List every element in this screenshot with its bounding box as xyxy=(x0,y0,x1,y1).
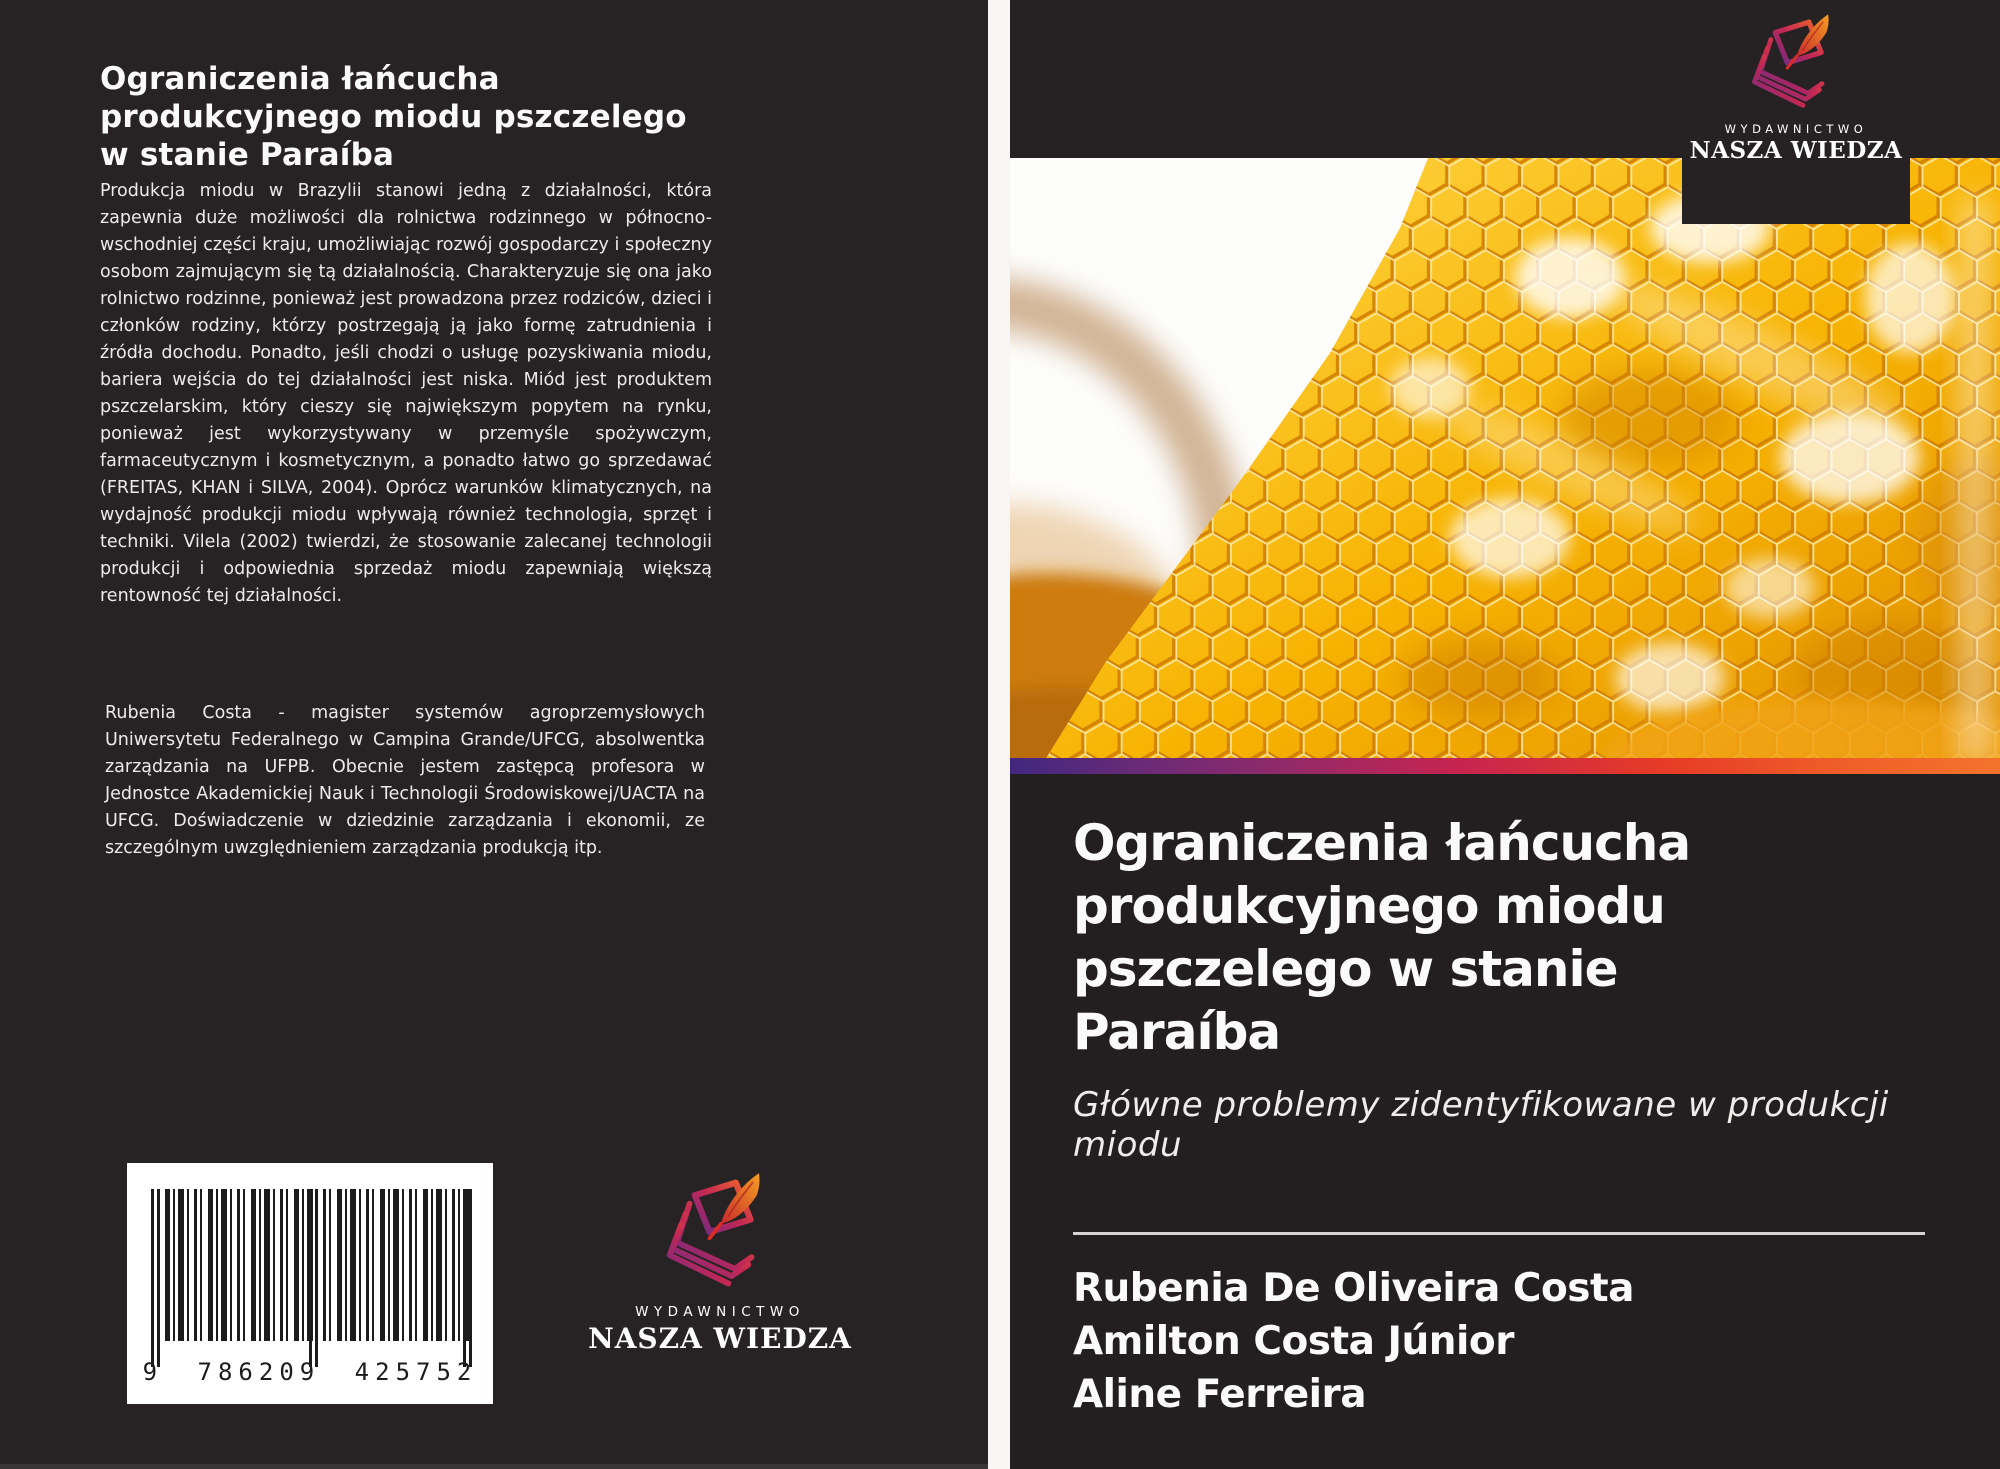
honeycomb-photo xyxy=(1010,158,2000,762)
back-cover xyxy=(0,0,988,1469)
author-name-2: Amilton Costa Júnior xyxy=(1073,1319,1514,1364)
barcode-guard-middle xyxy=(309,1189,312,1367)
publisher-name-top: WYDAWNICTWO xyxy=(1724,122,1868,136)
page-bottom-edge xyxy=(0,1464,988,1469)
barcode-guard-right2 xyxy=(469,1189,472,1367)
author-name-1: Rubenia De Oliveira Costa xyxy=(1073,1266,1634,1311)
author-bio-text: Rubenia Costa - magister systemów agroprzemysłowych Uniwersytetu Federalnego w Campina Grande/UFCG, absolwentka zarządzania na UFPB. Obecnie jestem zastępcą profesora w Jednostce Akademickiej Nauk i Technologii Środowiskowej/UACTA na UFCG. Doświadczenie w dziedzinie zarządzania i ekonomii, ze szczególnym uwzględnieniem zarządzania produkcją itp. xyxy=(105,703,705,858)
synopsis-text: Produkcja miodu w Brazylii stanowi jedną z działalności, która zapewnia duże możliwości dla rolnictwa rodzinnego w północno-wschodniej części kraju, umożliwiając rozwój gospodarczy i społeczny osobom zajmującym się tą działalnością. Charakteryzuje się ona jako rolnictwo rodzinne, ponieważ jest prowadzona przez rodziców, dzieci i członków rodziny, którzy postrzegają ją jako formę zatrudnienia i źródła dochodu. Ponadto, jeśli chodzi o usługę pozyskiwania miodu, bariera wejścia do tej działalności jest niska. Miód jest produktem pszczelarskim, który cieszy się największym popytem na rynku, ponieważ jest wykorzystywany w przemyśle spożywczym, farmaceutycznym i kosmetycznym, a ponadto łatwo go sprzedawać (FREITAS, KHAN i SILVA, 2004). Oprócz warunków klimatycznych, na wydajność produkcji miodu wpływają również technologia, sprzęt i techniki. Vilela (2002) twierdzi, że stosowanie zalecanej technologii produkcji i odpowiednia sprzedaż miodu zapewniają większą rentowność tej działalności. xyxy=(100,181,712,606)
back-cover-title: Ograniczenia łańcucha produkcyjnego miodu pszczelego w stanie Paraíba xyxy=(100,61,687,173)
front-cover xyxy=(1010,0,2000,1469)
isbn-barcode xyxy=(127,1163,493,1404)
publisher-name-bottom: NASZA WIEDZA xyxy=(588,1322,852,1355)
front-cover-subtitle: Główne problemy zidentyfikowane w produkcji miodu xyxy=(1073,1085,1889,1165)
book-feather-logo-icon xyxy=(657,1168,783,1294)
barcode-guard-right xyxy=(463,1189,466,1367)
accent-gradient-strip xyxy=(1010,758,2000,774)
front-cover-title: Ograniczenia łańcucha produkcyjnego miodu pszczelego w stanie Paraíba xyxy=(1073,814,1691,1061)
author-divider-rule xyxy=(1073,1232,1925,1235)
barcode-guard-middle2 xyxy=(315,1189,318,1367)
barcode-digits: 9 786209 425752 xyxy=(142,1358,478,1386)
publisher-logo-box xyxy=(1682,0,1910,224)
author-name-3: Aline Ferreira xyxy=(1073,1372,1367,1417)
publisher-name-bottom: NASZA WIEDZA xyxy=(1689,137,1903,164)
author-names xyxy=(1073,1262,1953,1421)
publisher-logo-back xyxy=(578,1168,862,1355)
barcode-guard-left2 xyxy=(157,1189,160,1367)
barcode-guard-left xyxy=(151,1189,154,1367)
page-gutter xyxy=(988,0,1010,1469)
book-feather-logo-icon xyxy=(1744,10,1848,114)
publisher-name-top: WYDAWNICTWO xyxy=(635,1304,805,1320)
publisher-logo-front xyxy=(1682,10,1910,164)
